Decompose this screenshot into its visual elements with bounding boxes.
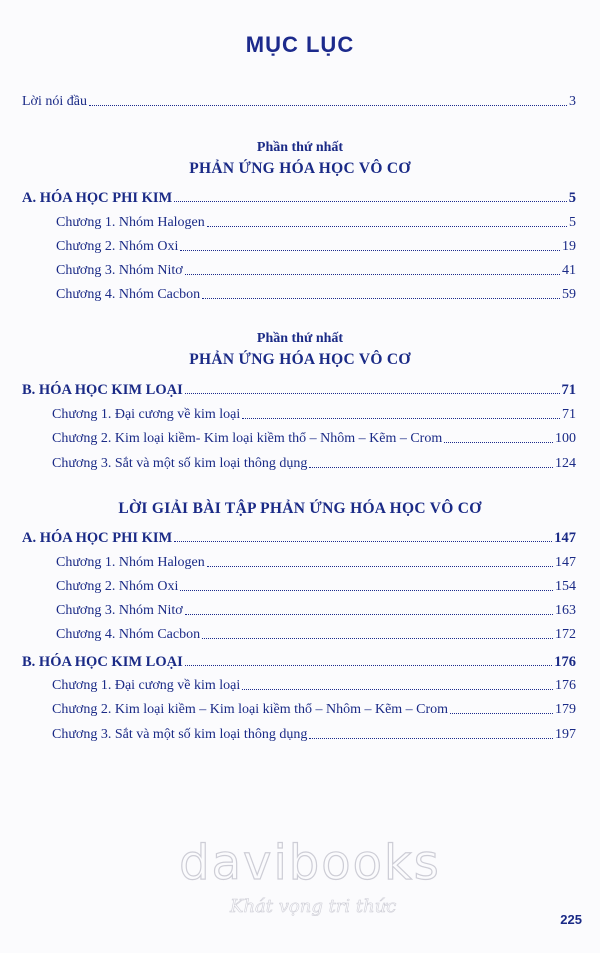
- toc-chapter: [56, 577, 576, 595]
- dot-leader: [174, 541, 552, 542]
- chapter-label: Chương 2. Nhóm Oxi: [56, 239, 179, 254]
- toc-section-page: 5: [568, 190, 576, 206]
- dot-leader: [444, 442, 553, 443]
- dot-leader: [242, 689, 553, 690]
- chapter-label: Chương 2. Kim loại kiềm- Kim loại kiềm thổ – Nhôm – Kẽm – Crom: [52, 431, 443, 446]
- chapter-page: 71: [562, 407, 576, 422]
- chapter-label: Chương 4. Nhóm Cacbon: [56, 627, 201, 642]
- chapter-page: 19: [562, 239, 576, 254]
- chapter-page: 5: [569, 215, 576, 230]
- watermark-logo: davibooks: [179, 835, 441, 891]
- toc-chapter: [56, 237, 576, 255]
- dot-leader: [309, 467, 553, 468]
- part-heading-title: PHẢN ỨNG HÓA HỌC VÔ CƠ: [189, 160, 411, 177]
- toc-section-b: [22, 380, 576, 398]
- chapter-page: 100: [555, 431, 576, 446]
- toc-entry-page: 3: [569, 94, 576, 109]
- page-title: MỤC LỤC: [245, 32, 355, 57]
- chapter-label: Chương 1. Đại cương về kim loại: [52, 407, 241, 422]
- chapter-label: Chương 4. Nhóm Cacbon: [56, 287, 201, 302]
- chapter-page: 154: [555, 579, 576, 594]
- toc-chapter: [56, 285, 576, 303]
- dot-leader: [309, 738, 553, 739]
- toc-chapter: [52, 405, 576, 423]
- dot-leader: [174, 201, 567, 202]
- chapter-page: 179: [555, 702, 576, 717]
- dot-leader: [180, 250, 560, 251]
- chapter-label: Chương 2. Nhóm Oxi: [56, 579, 179, 594]
- dot-leader: [202, 298, 560, 299]
- toc-chapter: [52, 454, 576, 472]
- chapter-label: Chương 1. Đại cương về kim loại: [52, 678, 241, 693]
- chapter-page: 172: [555, 627, 576, 642]
- toc-chapter: [56, 261, 576, 279]
- chapter-label: Chương 1. Nhóm Halogen: [56, 555, 205, 570]
- toc-chapter: [52, 429, 576, 447]
- toc-chapter: [56, 601, 576, 619]
- chapter-page: 147: [555, 555, 576, 570]
- chapter-label: Chương 3. Sắt và một số kim loại thông dụng: [52, 727, 308, 742]
- toc-section-label: A. HÓA HỌC PHI KIM: [22, 530, 173, 546]
- chapter-label: Chương 3. Nhóm Nitơ: [56, 263, 183, 278]
- chapter-page: 41: [562, 263, 576, 278]
- toc-section-label: A. HÓA HỌC PHI KIM: [22, 190, 173, 206]
- toc-entry-preface: [22, 92, 576, 110]
- chapter-page: 59: [562, 287, 576, 302]
- dot-leader: [180, 590, 553, 591]
- part-heading-title: PHẢN ỨNG HÓA HỌC VÔ CƠ: [189, 351, 411, 368]
- toc-chapter: [52, 676, 576, 694]
- chapter-page: 163: [555, 603, 576, 618]
- toc-chapter: [56, 625, 576, 643]
- toc-chapter: [52, 700, 576, 718]
- dot-leader: [242, 418, 560, 419]
- dot-leader: [207, 566, 553, 567]
- toc-chapter: [56, 553, 576, 571]
- toc-section-label: B. HÓA HỌC KIM LOẠI: [22, 382, 183, 398]
- dot-leader: [185, 274, 560, 275]
- chapter-label: Chương 3. Nhóm Nitơ: [56, 603, 183, 618]
- solutions-heading: LỜI GIẢI BÀI TẬP PHẢN ỨNG HÓA HỌC VÔ CƠ: [118, 500, 482, 517]
- part-heading-small: Phần thứ nhất: [256, 140, 344, 155]
- dot-leader: [185, 665, 553, 666]
- toc-chapter: [56, 213, 576, 231]
- toc-section-b: [22, 652, 576, 670]
- toc-section-a: [22, 528, 576, 546]
- chapter-page: 197: [555, 727, 576, 742]
- toc-chapter: [52, 725, 576, 743]
- chapter-label: Chương 3. Sắt và một số kim loại thông dụng: [52, 456, 308, 471]
- toc-section-page: 71: [561, 382, 576, 398]
- toc-section-label: B. HÓA HỌC KIM LOẠI: [22, 654, 183, 670]
- toc-section-page: 147: [554, 530, 576, 546]
- chapter-page: 124: [555, 456, 576, 471]
- dot-leader: [202, 638, 553, 639]
- dot-leader: [207, 226, 567, 227]
- dot-leader: [185, 614, 553, 615]
- page-number: 225: [560, 912, 582, 927]
- toc-section-page: 176: [554, 654, 576, 670]
- chapter-label: Chương 2. Kim loại kiềm – Kim loại kiềm thổ – Nhôm – Kẽm – Crom: [52, 702, 449, 717]
- toc-entry-label: Lời nói đầu: [22, 94, 87, 109]
- dot-leader: [89, 105, 567, 106]
- part-heading-small: Phần thứ nhất: [256, 331, 344, 346]
- watermark-slogan: Khát vọng tri thức: [230, 896, 397, 917]
- toc-section-a: [22, 188, 576, 206]
- chapter-label: Chương 1. Nhóm Halogen: [56, 215, 205, 230]
- dot-leader: [450, 713, 553, 714]
- dot-leader: [185, 393, 560, 394]
- chapter-page: 176: [555, 678, 576, 693]
